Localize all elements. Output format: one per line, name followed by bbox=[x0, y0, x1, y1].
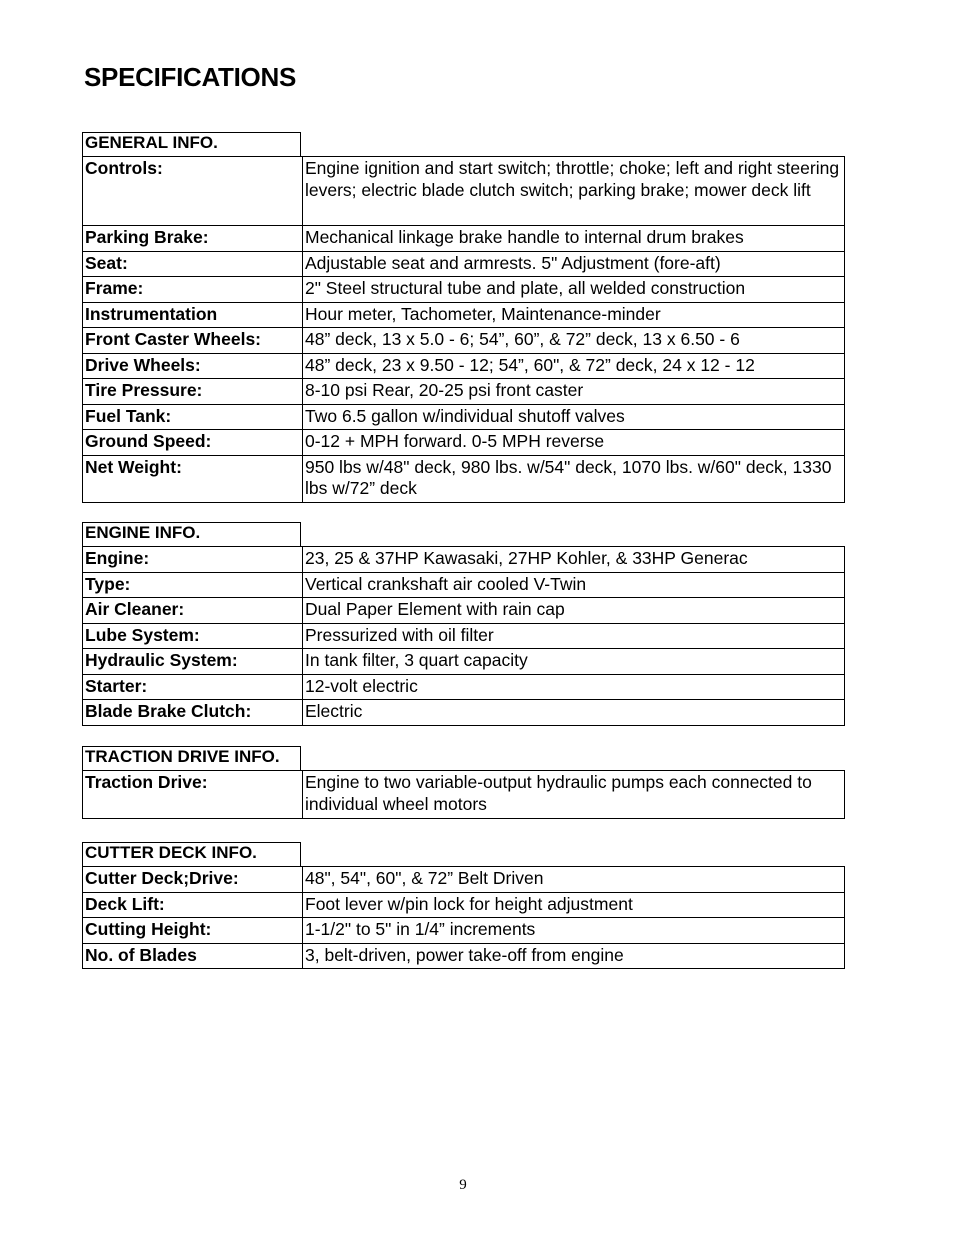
spec-label: Hydraulic System: bbox=[83, 649, 303, 675]
section-header: GENERAL INFO. bbox=[82, 132, 301, 156]
table-row bbox=[83, 379, 845, 405]
spec-value: 48” deck, 23 x 9.50 - 12; 54”, 60", & 72” deck, 24 x 12 - 12 bbox=[303, 353, 845, 379]
spec-label: Fuel Tank: bbox=[83, 404, 303, 430]
spec-value: 48” deck, 13 x 5.0 - 6; 54”, 60”, & 72” deck, 13 x 6.50 - 6 bbox=[303, 328, 845, 354]
spec-value: Adjustable seat and armrests. 5" Adjustment (fore-aft) bbox=[303, 251, 845, 277]
spec-value: 2" Steel structural tube and plate, all welded construction bbox=[303, 277, 845, 303]
spec-label: Type: bbox=[83, 572, 303, 598]
table-row bbox=[83, 404, 845, 430]
table-row bbox=[83, 867, 845, 893]
table-row bbox=[83, 892, 845, 918]
table-row bbox=[83, 430, 845, 456]
table-row bbox=[83, 157, 845, 226]
spec-value: Mechanical linkage brake handle to internal drum brakes bbox=[303, 226, 845, 252]
spec-value: 1-1/2" to 5" in 1/4” increments bbox=[303, 918, 845, 944]
spec-value: Pressurized with oil filter bbox=[303, 623, 845, 649]
table-row bbox=[83, 353, 845, 379]
spec-table bbox=[82, 546, 845, 726]
spec-table bbox=[82, 866, 845, 969]
spec-label: Net Weight: bbox=[83, 455, 303, 502]
table-row bbox=[83, 302, 845, 328]
section-header: TRACTION DRIVE INFO. bbox=[82, 746, 301, 770]
table-row bbox=[83, 226, 845, 252]
spec-value: In tank filter, 3 quart capacity bbox=[303, 649, 845, 675]
spec-label: Air Cleaner: bbox=[83, 598, 303, 624]
table-row bbox=[83, 277, 845, 303]
spec-value: 950 lbs w/48" deck, 980 lbs. w/54" deck, 1070 lbs. w/60" deck, 1330 lbs w/72” deck bbox=[303, 455, 845, 502]
table-row bbox=[83, 572, 845, 598]
table-row bbox=[83, 598, 845, 624]
spec-value: 0-12 + MPH forward. 0-5 MPH reverse bbox=[303, 430, 845, 456]
table-row bbox=[83, 328, 845, 354]
table-row bbox=[83, 943, 845, 969]
spec-label: Engine: bbox=[83, 547, 303, 573]
spec-label: Traction Drive: bbox=[83, 771, 303, 819]
spec-table bbox=[82, 770, 845, 819]
section-header: CUTTER DECK INFO. bbox=[82, 842, 301, 866]
page-number: 9 bbox=[459, 1177, 467, 1193]
engine-info-section bbox=[82, 522, 844, 726]
spec-label: Parking Brake: bbox=[83, 226, 303, 252]
spec-label: Blade Brake Clutch: bbox=[83, 700, 303, 726]
spec-value: Engine ignition and start switch; throttle; choke; left and right steering levers; electric blade clutch switch; parking brake; mower deck lift bbox=[303, 157, 845, 226]
spec-table bbox=[82, 156, 845, 503]
general-info-section bbox=[82, 132, 844, 503]
section-header: ENGINE INFO. bbox=[82, 522, 301, 546]
spec-value: Electric bbox=[303, 700, 845, 726]
table-row bbox=[83, 918, 845, 944]
spec-value: Hour meter, Tachometer, Maintenance-minder bbox=[303, 302, 845, 328]
table-row bbox=[83, 700, 845, 726]
traction-drive-info-section bbox=[82, 746, 844, 819]
spec-label: Deck Lift: bbox=[83, 892, 303, 918]
spec-value: Dual Paper Element with rain cap bbox=[303, 598, 845, 624]
cutter-deck-info-section bbox=[82, 842, 844, 969]
page-title: SPECIFICATIONS bbox=[84, 62, 297, 92]
spec-value: Engine to two variable-output hydraulic pumps each connected to individual wheel motors bbox=[303, 771, 845, 819]
spec-label: Lube System: bbox=[83, 623, 303, 649]
spec-value: Two 6.5 gallon w/individual shutoff valves bbox=[303, 404, 845, 430]
spec-label: Frame: bbox=[83, 277, 303, 303]
spec-label: Starter: bbox=[83, 674, 303, 700]
table-row bbox=[83, 547, 845, 573]
spec-label: Cutting Height: bbox=[83, 918, 303, 944]
spec-value: 8-10 psi Rear, 20-25 psi front caster bbox=[303, 379, 845, 405]
table-row bbox=[83, 649, 845, 675]
spec-value: 48", 54", 60", & 72” Belt Driven bbox=[303, 867, 845, 893]
table-row bbox=[83, 674, 845, 700]
table-row bbox=[83, 455, 845, 502]
spec-label: Tire Pressure: bbox=[83, 379, 303, 405]
spec-value: 3, belt-driven, power take-off from engine bbox=[303, 943, 845, 969]
table-row bbox=[83, 623, 845, 649]
spec-label: Controls: bbox=[83, 157, 303, 226]
spec-value: 12-volt electric bbox=[303, 674, 845, 700]
spec-value: Vertical crankshaft air cooled V-Twin bbox=[303, 572, 845, 598]
spec-label: Cutter Deck;Drive: bbox=[83, 867, 303, 893]
spec-label: Ground Speed: bbox=[83, 430, 303, 456]
spec-value: 23, 25 & 37HP Kawasaki, 27HP Kohler, & 33HP Generac bbox=[303, 547, 845, 573]
spec-label: Front Caster Wheels: bbox=[83, 328, 303, 354]
table-row bbox=[83, 251, 845, 277]
spec-label: Instrumentation bbox=[83, 302, 303, 328]
spec-label: Drive Wheels: bbox=[83, 353, 303, 379]
spec-value: Foot lever w/pin lock for height adjustment bbox=[303, 892, 845, 918]
spec-label: No. of Blades bbox=[83, 943, 303, 969]
spec-label: Seat: bbox=[83, 251, 303, 277]
table-row bbox=[83, 771, 845, 819]
